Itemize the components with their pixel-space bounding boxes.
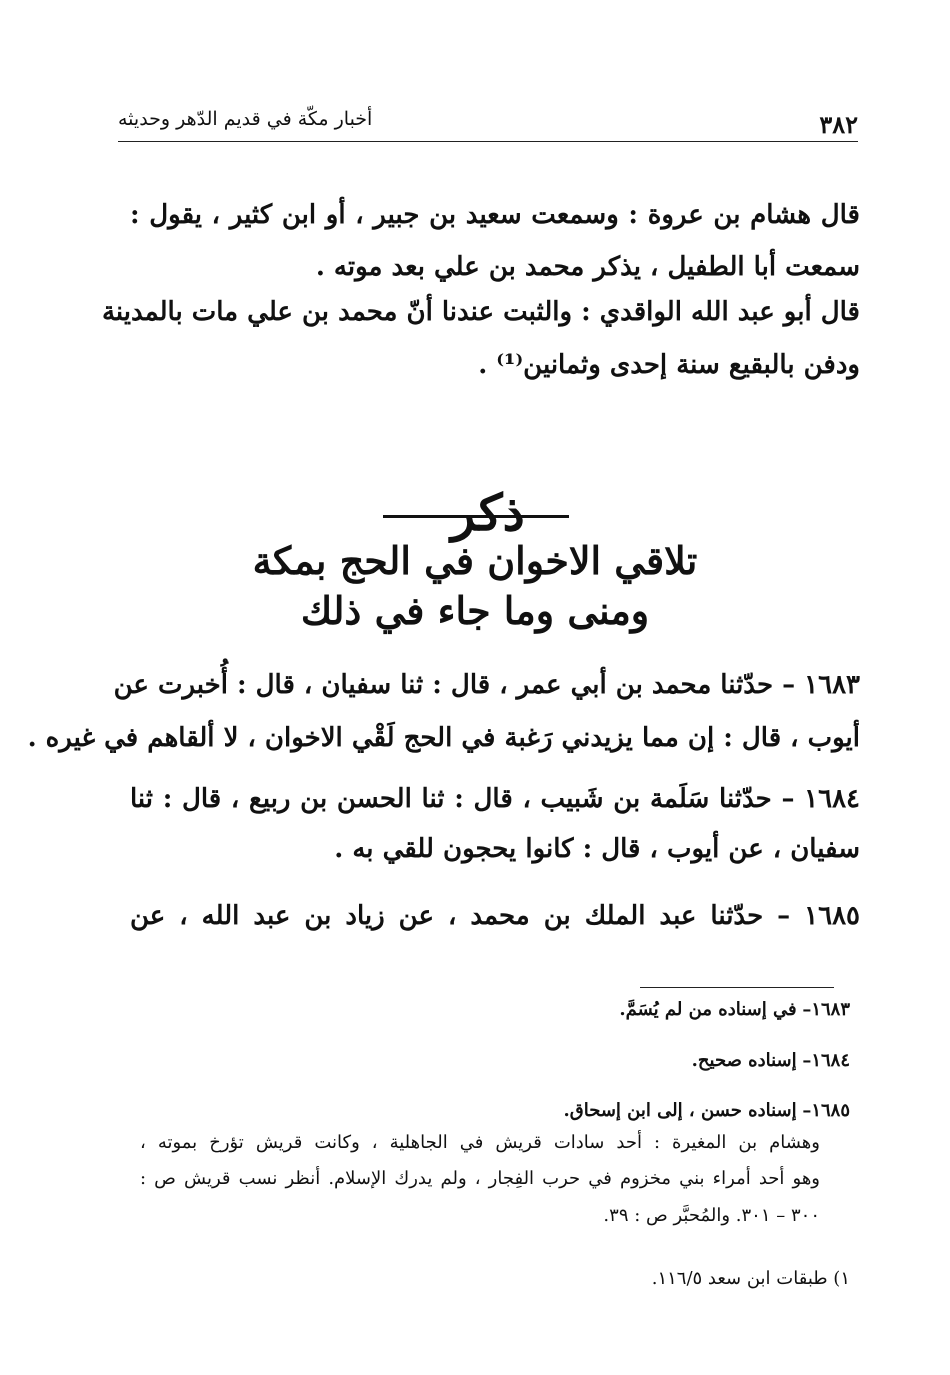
- section-title-line-1: تلاقي الاخوان في الحج بمكة: [252, 538, 698, 583]
- header-rule: [118, 141, 858, 142]
- footnote-text: إسناده حسن ، إلى ابن إسحاق.: [563, 1100, 797, 1121]
- heading-tatweel: [383, 515, 569, 518]
- report-1684-line-2: سفيان ، عن أيوب ، قال : كانوا يحجون للقي به .: [334, 834, 860, 864]
- running-title: أخبار مكّة في قديم الدّهر وحديثه: [118, 108, 373, 130]
- report-1685-line-1: ١٦٨٥ – حدّثنا عبد الملك بن محمد ، عن زياد بن عبد الله ، عن: [130, 901, 860, 931]
- section-dhikr: [0, 483, 950, 542]
- report-1684-line-1: ١٦٨٤ – حدّثنا سَلَمة بن شَبيب ، قال : ثنا الحسن بن ربيع ، قال : ثنا: [130, 784, 860, 814]
- page-number: ٣٨٢: [819, 110, 858, 139]
- source-footnote: ١) طبقات ابن سعد ١١٦/٥.: [651, 1268, 850, 1289]
- footnote-text: في إسناده من لم يُسَمَّ.: [619, 999, 797, 1020]
- footnote-continuation: ٣٠٠ – ٣٠١. والمُحبَّر ص : ٣٩.: [603, 1205, 820, 1226]
- footnote-text: إسناده صحيح.: [691, 1050, 797, 1071]
- intro-line: قال أبو عبد الله الواقدي : والثبت عندنا أنّ محمد بن علي مات بالمدينة: [101, 297, 860, 327]
- footnote-1683: [140, 1001, 850, 1019]
- page-header: [118, 104, 858, 138]
- section-title-line-2: ومنى وما جاء في ذلك: [300, 588, 650, 633]
- footnote-rule: [640, 987, 834, 988]
- footnote-number: ١٦٨٣–: [802, 999, 850, 1020]
- footnote-continuation: وهو أحد أمراء بني مخزوم في حرب الفِجار ، ولم يدرك الإسلام. أنظر نسب قريش ص :: [140, 1168, 820, 1189]
- intro-line: قال هشام بن عروة : وسمعت سعيد بن جبير ، أو ابن كثير ، يقول :: [130, 200, 860, 230]
- footnote-continuation: وهشام بن المغيرة : أحد سادات قريش في الجاهلية ، وكانت قريش تؤرخ بموته ،: [140, 1132, 820, 1153]
- intro-line: ودفن بالبقيع سنة إحدى وثمانين⁽¹⁾ .: [478, 350, 860, 380]
- report-1683-line-2: أيوب ، قال : إن مما يزيدني رَغبة في الحج لَقْي الاخوان ، لا ألقاهم في غيره .: [27, 723, 860, 753]
- footnote-1684: [140, 1052, 850, 1070]
- footnote-number: ١٦٨٥–: [802, 1100, 850, 1121]
- footnote-number: ١٦٨٤–: [802, 1050, 850, 1071]
- dhikr-word: ذكر: [451, 483, 525, 542]
- footnote-1685: [140, 1102, 850, 1120]
- intro-line: سمعت أبا الطفيل ، يذكر محمد بن علي بعد موته .: [315, 252, 860, 282]
- report-1683-line-1: ١٦٨٣ – حدّثنا محمد بن أبي عمر ، قال : ثنا سفيان ، قال : أُخبرت عن: [113, 670, 860, 700]
